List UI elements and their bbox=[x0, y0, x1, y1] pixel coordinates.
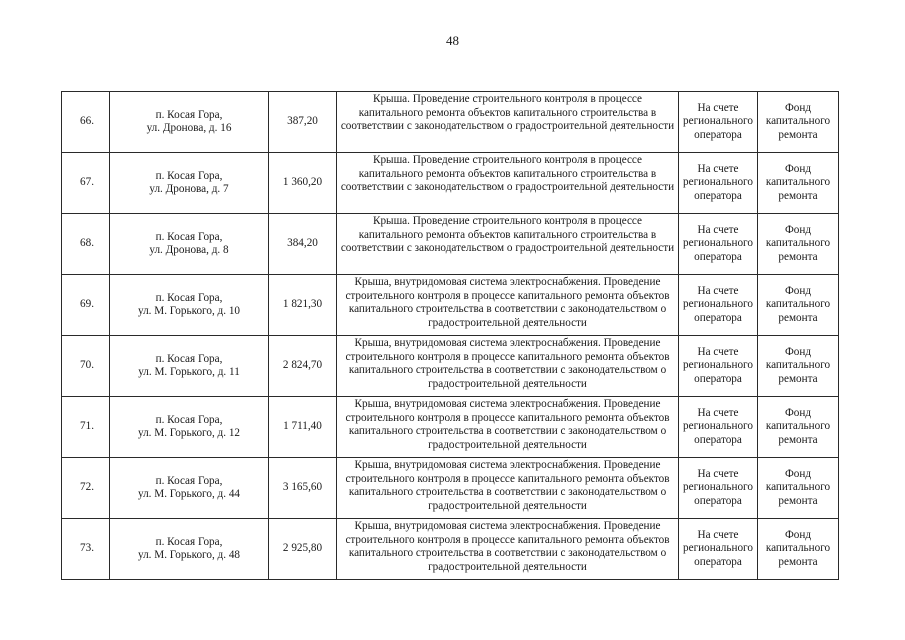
funding-account: На счете регионального оператора bbox=[683, 223, 753, 263]
address-settlement: п. Косая Гора, bbox=[155, 169, 223, 182]
address-street: ул. Дронова, д. 16 bbox=[146, 122, 232, 134]
funding-account: На счете регионального оператора bbox=[683, 528, 753, 568]
address-street: ул. Дронова, д. 8 bbox=[149, 244, 229, 256]
funding-source-cell bbox=[758, 153, 839, 214]
area-cell bbox=[269, 275, 337, 336]
funding-source: Фонд капитального ремонта bbox=[765, 345, 831, 385]
table-row bbox=[62, 153, 839, 214]
row-number-cell bbox=[62, 275, 110, 336]
row-number-cell bbox=[62, 153, 110, 214]
area-cell bbox=[269, 397, 337, 458]
funding-account-cell bbox=[679, 519, 758, 580]
work-description-cell bbox=[337, 519, 679, 580]
row-number-cell bbox=[62, 92, 110, 153]
table-row bbox=[62, 336, 839, 397]
address-street: ул. М. Горького, д. 10 bbox=[137, 305, 241, 317]
funding-source-cell bbox=[758, 519, 839, 580]
funding-source: Фонд капитального ремонта bbox=[765, 467, 831, 507]
work-description-cell bbox=[337, 336, 679, 397]
work-description-cell bbox=[337, 92, 679, 153]
address-settlement: п. Косая Гора, bbox=[155, 291, 223, 304]
area-value: 1 821,30 bbox=[282, 298, 323, 311]
funding-account: На счете регионального оператора bbox=[683, 345, 753, 385]
table-row bbox=[62, 397, 839, 458]
address-cell bbox=[110, 519, 269, 580]
area-value: 1 360,20 bbox=[282, 176, 323, 189]
address-settlement: п. Косая Гора, bbox=[155, 230, 223, 243]
address-settlement: п. Косая Гора, bbox=[155, 413, 223, 426]
area-cell bbox=[269, 214, 337, 275]
row-number: 67. bbox=[80, 176, 94, 189]
page-number: 48 bbox=[446, 33, 459, 48]
address-street: ул. М. Горького, д. 44 bbox=[137, 488, 241, 500]
table-body bbox=[62, 92, 839, 580]
address-cell bbox=[110, 336, 269, 397]
address-settlement: п. Косая Гора, bbox=[155, 535, 223, 548]
funding-account: На счете регионального оператора bbox=[683, 284, 753, 324]
area-cell bbox=[269, 92, 337, 153]
work-description: Крыша, внутридомовая система электроснабжения. Проведение строительного контроля в процессе капитального ремонта объектов капитального строительства в соответствии с законодательством о градостроительной деятельности bbox=[345, 276, 670, 329]
work-description: Крыша. Проведение строительного контроля в процессе капитального ремонта объектов капитального строительства в соответствии с законодательством о градостроительной деятельности bbox=[340, 215, 675, 255]
funding-account-cell bbox=[679, 336, 758, 397]
row-number-cell bbox=[62, 458, 110, 519]
row-number-cell bbox=[62, 336, 110, 397]
row-number: 73. bbox=[80, 542, 94, 555]
funding-source-cell bbox=[758, 92, 839, 153]
area-value: 1 711,40 bbox=[283, 420, 322, 433]
funding-account-cell bbox=[679, 275, 758, 336]
area-value: 2 925,80 bbox=[282, 542, 323, 555]
address-street: ул. М. Горького, д. 11 bbox=[138, 366, 240, 378]
work-description: Крыша, внутридомовая система электроснабжения. Проведение строительного контроля в процессе капитального ремонта объектов капитального строительства в соответствии с законодательством о градостроительной деятельности bbox=[345, 337, 670, 390]
repair-works-table bbox=[61, 91, 839, 580]
funding-source: Фонд капитального ремонта bbox=[765, 528, 831, 568]
area-value: 3 165,60 bbox=[282, 481, 323, 494]
funding-source-cell bbox=[758, 214, 839, 275]
funding-account-cell bbox=[679, 92, 758, 153]
table-row bbox=[62, 92, 839, 153]
funding-source-cell bbox=[758, 336, 839, 397]
work-description: Крыша, внутридомовая система электроснабжения. Проведение строительного контроля в процессе капитального ремонта объектов капитального строительства в соответствии с законодательством о градостроительной деятельности bbox=[345, 398, 670, 451]
area-value: 387,20 bbox=[287, 115, 318, 128]
address-cell bbox=[110, 397, 269, 458]
address-cell bbox=[110, 214, 269, 275]
area-cell bbox=[269, 336, 337, 397]
address-cell bbox=[110, 92, 269, 153]
row-number: 66. bbox=[80, 115, 94, 128]
work-description: Крыша, внутридомовая система электроснабжения. Проведение строительного контроля в процессе капитального ремонта объектов капитального строительства в соответствии с законодательством о градостроительной деятельности bbox=[345, 459, 670, 512]
row-number: 70. bbox=[80, 359, 94, 372]
address-settlement: п. Косая Гора, bbox=[155, 474, 223, 487]
area-value: 384,20 bbox=[287, 237, 318, 250]
address-cell bbox=[110, 275, 269, 336]
funding-source-cell bbox=[758, 458, 839, 519]
area-cell bbox=[269, 519, 337, 580]
work-description-cell bbox=[337, 458, 679, 519]
area-cell bbox=[269, 153, 337, 214]
area-value: 2 824,70 bbox=[282, 359, 323, 372]
funding-account: На счете регионального оператора bbox=[683, 162, 753, 202]
funding-source: Фонд капитального ремонта bbox=[765, 284, 831, 324]
table-row bbox=[62, 519, 839, 580]
table-row bbox=[62, 275, 839, 336]
funding-source-cell bbox=[758, 275, 839, 336]
row-number-cell bbox=[62, 519, 110, 580]
work-description: Крыша. Проведение строительного контроля в процессе капитального ремонта объектов капитального строительства в соответствии с законодательством о градостроительной деятельности bbox=[340, 154, 675, 194]
address-settlement: п. Косая Гора, bbox=[155, 108, 223, 121]
funding-source: Фонд капитального ремонта bbox=[765, 162, 831, 202]
work-description-cell bbox=[337, 153, 679, 214]
funding-account-cell bbox=[679, 153, 758, 214]
address-street: ул. М. Горького, д. 48 bbox=[137, 549, 241, 561]
funding-source: Фонд капитального ремонта bbox=[765, 223, 831, 263]
table-row bbox=[62, 214, 839, 275]
table-row bbox=[62, 458, 839, 519]
funding-source-cell bbox=[758, 397, 839, 458]
funding-account: На счете регионального оператора bbox=[683, 467, 753, 507]
funding-source: Фонд капитального ремонта bbox=[765, 101, 831, 141]
address-street: ул. М. Горького, д. 12 bbox=[137, 427, 241, 439]
row-number-cell bbox=[62, 214, 110, 275]
funding-source: Фонд капитального ремонта bbox=[765, 406, 831, 446]
row-number: 69. bbox=[80, 298, 94, 311]
work-description-cell bbox=[337, 397, 679, 458]
work-description-cell bbox=[337, 275, 679, 336]
funding-account-cell bbox=[679, 397, 758, 458]
work-description-cell bbox=[337, 214, 679, 275]
address-settlement: п. Косая Гора, bbox=[155, 352, 223, 365]
address-cell bbox=[110, 153, 269, 214]
funding-account-cell bbox=[679, 458, 758, 519]
funding-account-cell bbox=[679, 214, 758, 275]
address-street: ул. Дронова, д. 7 bbox=[149, 183, 229, 195]
work-description: Крыша, внутридомовая система электроснабжения. Проведение строительного контроля в процессе капитального ремонта объектов капитального строительства в соответствии с законодательством о градостроительной деятельности bbox=[345, 520, 670, 573]
funding-account: На счете регионального оператора bbox=[683, 101, 753, 141]
area-cell bbox=[269, 458, 337, 519]
work-description: Крыша. Проведение строительного контроля в процессе капитального ремонта объектов капитального строительства в соответствии с законодательством о градостроительной деятельности bbox=[340, 93, 675, 133]
funding-account: На счете регионального оператора bbox=[683, 406, 753, 446]
row-number-cell bbox=[62, 397, 110, 458]
row-number: 71. bbox=[80, 420, 94, 433]
row-number: 68. bbox=[80, 237, 94, 250]
address-cell bbox=[110, 458, 269, 519]
row-number: 72. bbox=[80, 481, 94, 494]
